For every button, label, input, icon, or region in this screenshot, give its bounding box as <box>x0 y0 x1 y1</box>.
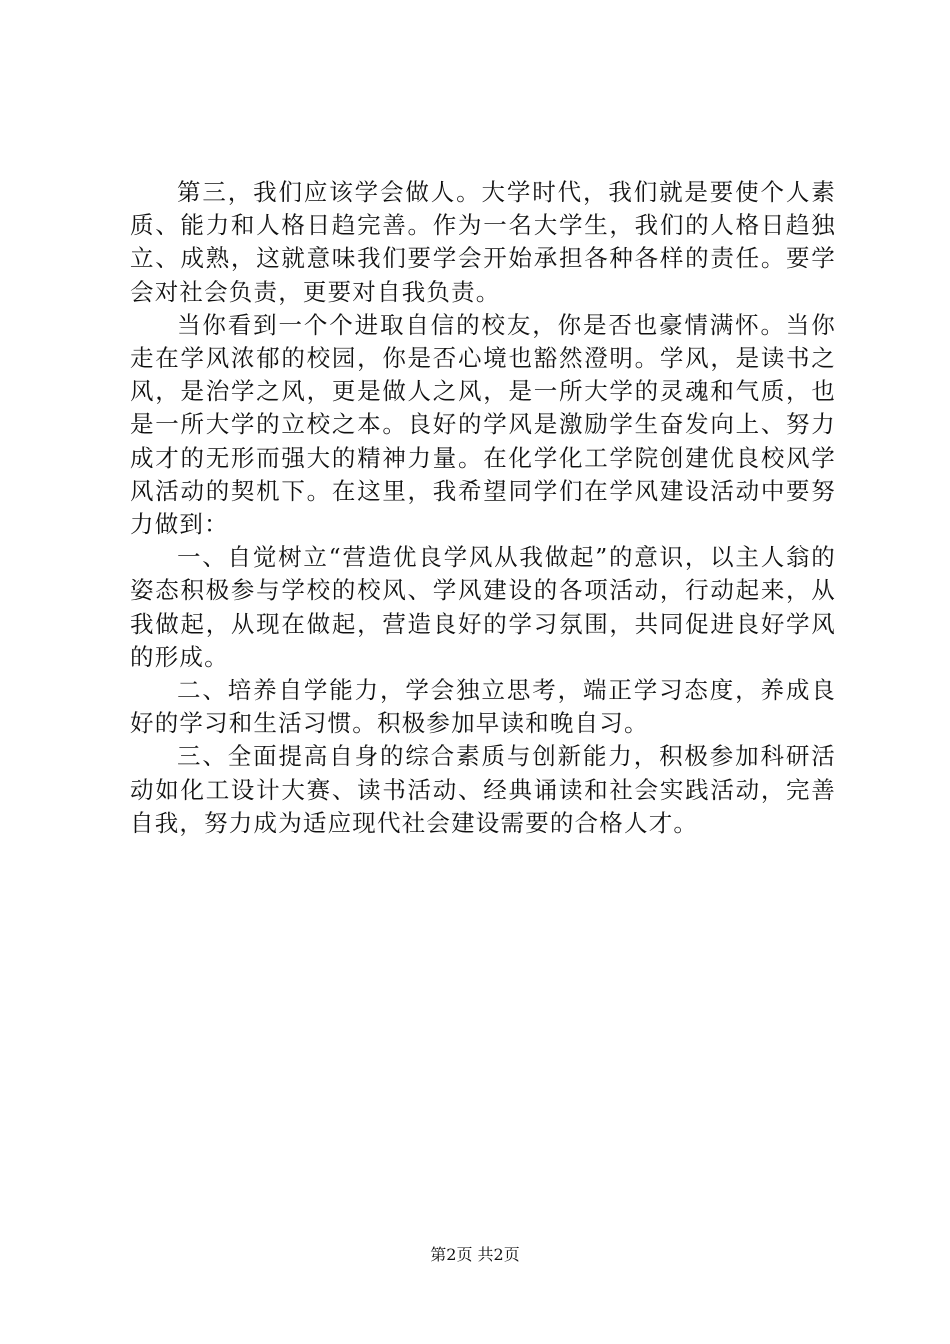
paragraph-3rd-point: 第三，我们应该学会做人。大学时代，我们就是要使个人素质、能力和人格日趋完善。作为一名大学生，我们的人格日趋独立、成熟，这就意味我们要学会开始承担各种各样的责任。要学会对社会负责，更要对自我负责。 <box>130 178 836 306</box>
paragraph-item-2: 二、培养自学能力，学会独立思考，端正学习态度，养成良好的学习和生活习惯。积极参加早读和晚自习。 <box>130 676 836 738</box>
document-body <box>130 176 836 840</box>
paragraph-item-1: 一、自觉树立“营造优良学风从我做起”的意识，以主人翁的姿态积极参与学校的校风、学风建设的各项活动，行动起来，从我做起，从现在做起，营造良好的学习氛围，共同促进良好学风的形成。 <box>130 543 836 671</box>
page-number-footer: 第2页 共2页 <box>430 1245 520 1264</box>
paragraph-study-atmosphere: 当你看到一个个进取自信的校友，你是否也豪情满怀。当你走在学风浓郁的校园，你是否心境也豁然澄明。学风，是读书之风，是治学之风，更是做人之风，是一所大学的灵魂和气质，也是一所大学的立校之本。良好的学风是激励学生奋发向上、努力成才的无形而强大的精神力量。在化学化工学院创建优良校风学风活动的契机下。在这里，我希望同学们在学风建设活动中要努力做到： <box>130 310 836 539</box>
paragraph-item-3: 三、全面提高自身的综合素质与创新能力，积极参加科研活动如化工设计大赛、读书活动、经典诵读和社会实践活动，完善自我，努力成为适应现代社会建设需要的合格人才。 <box>130 742 836 837</box>
